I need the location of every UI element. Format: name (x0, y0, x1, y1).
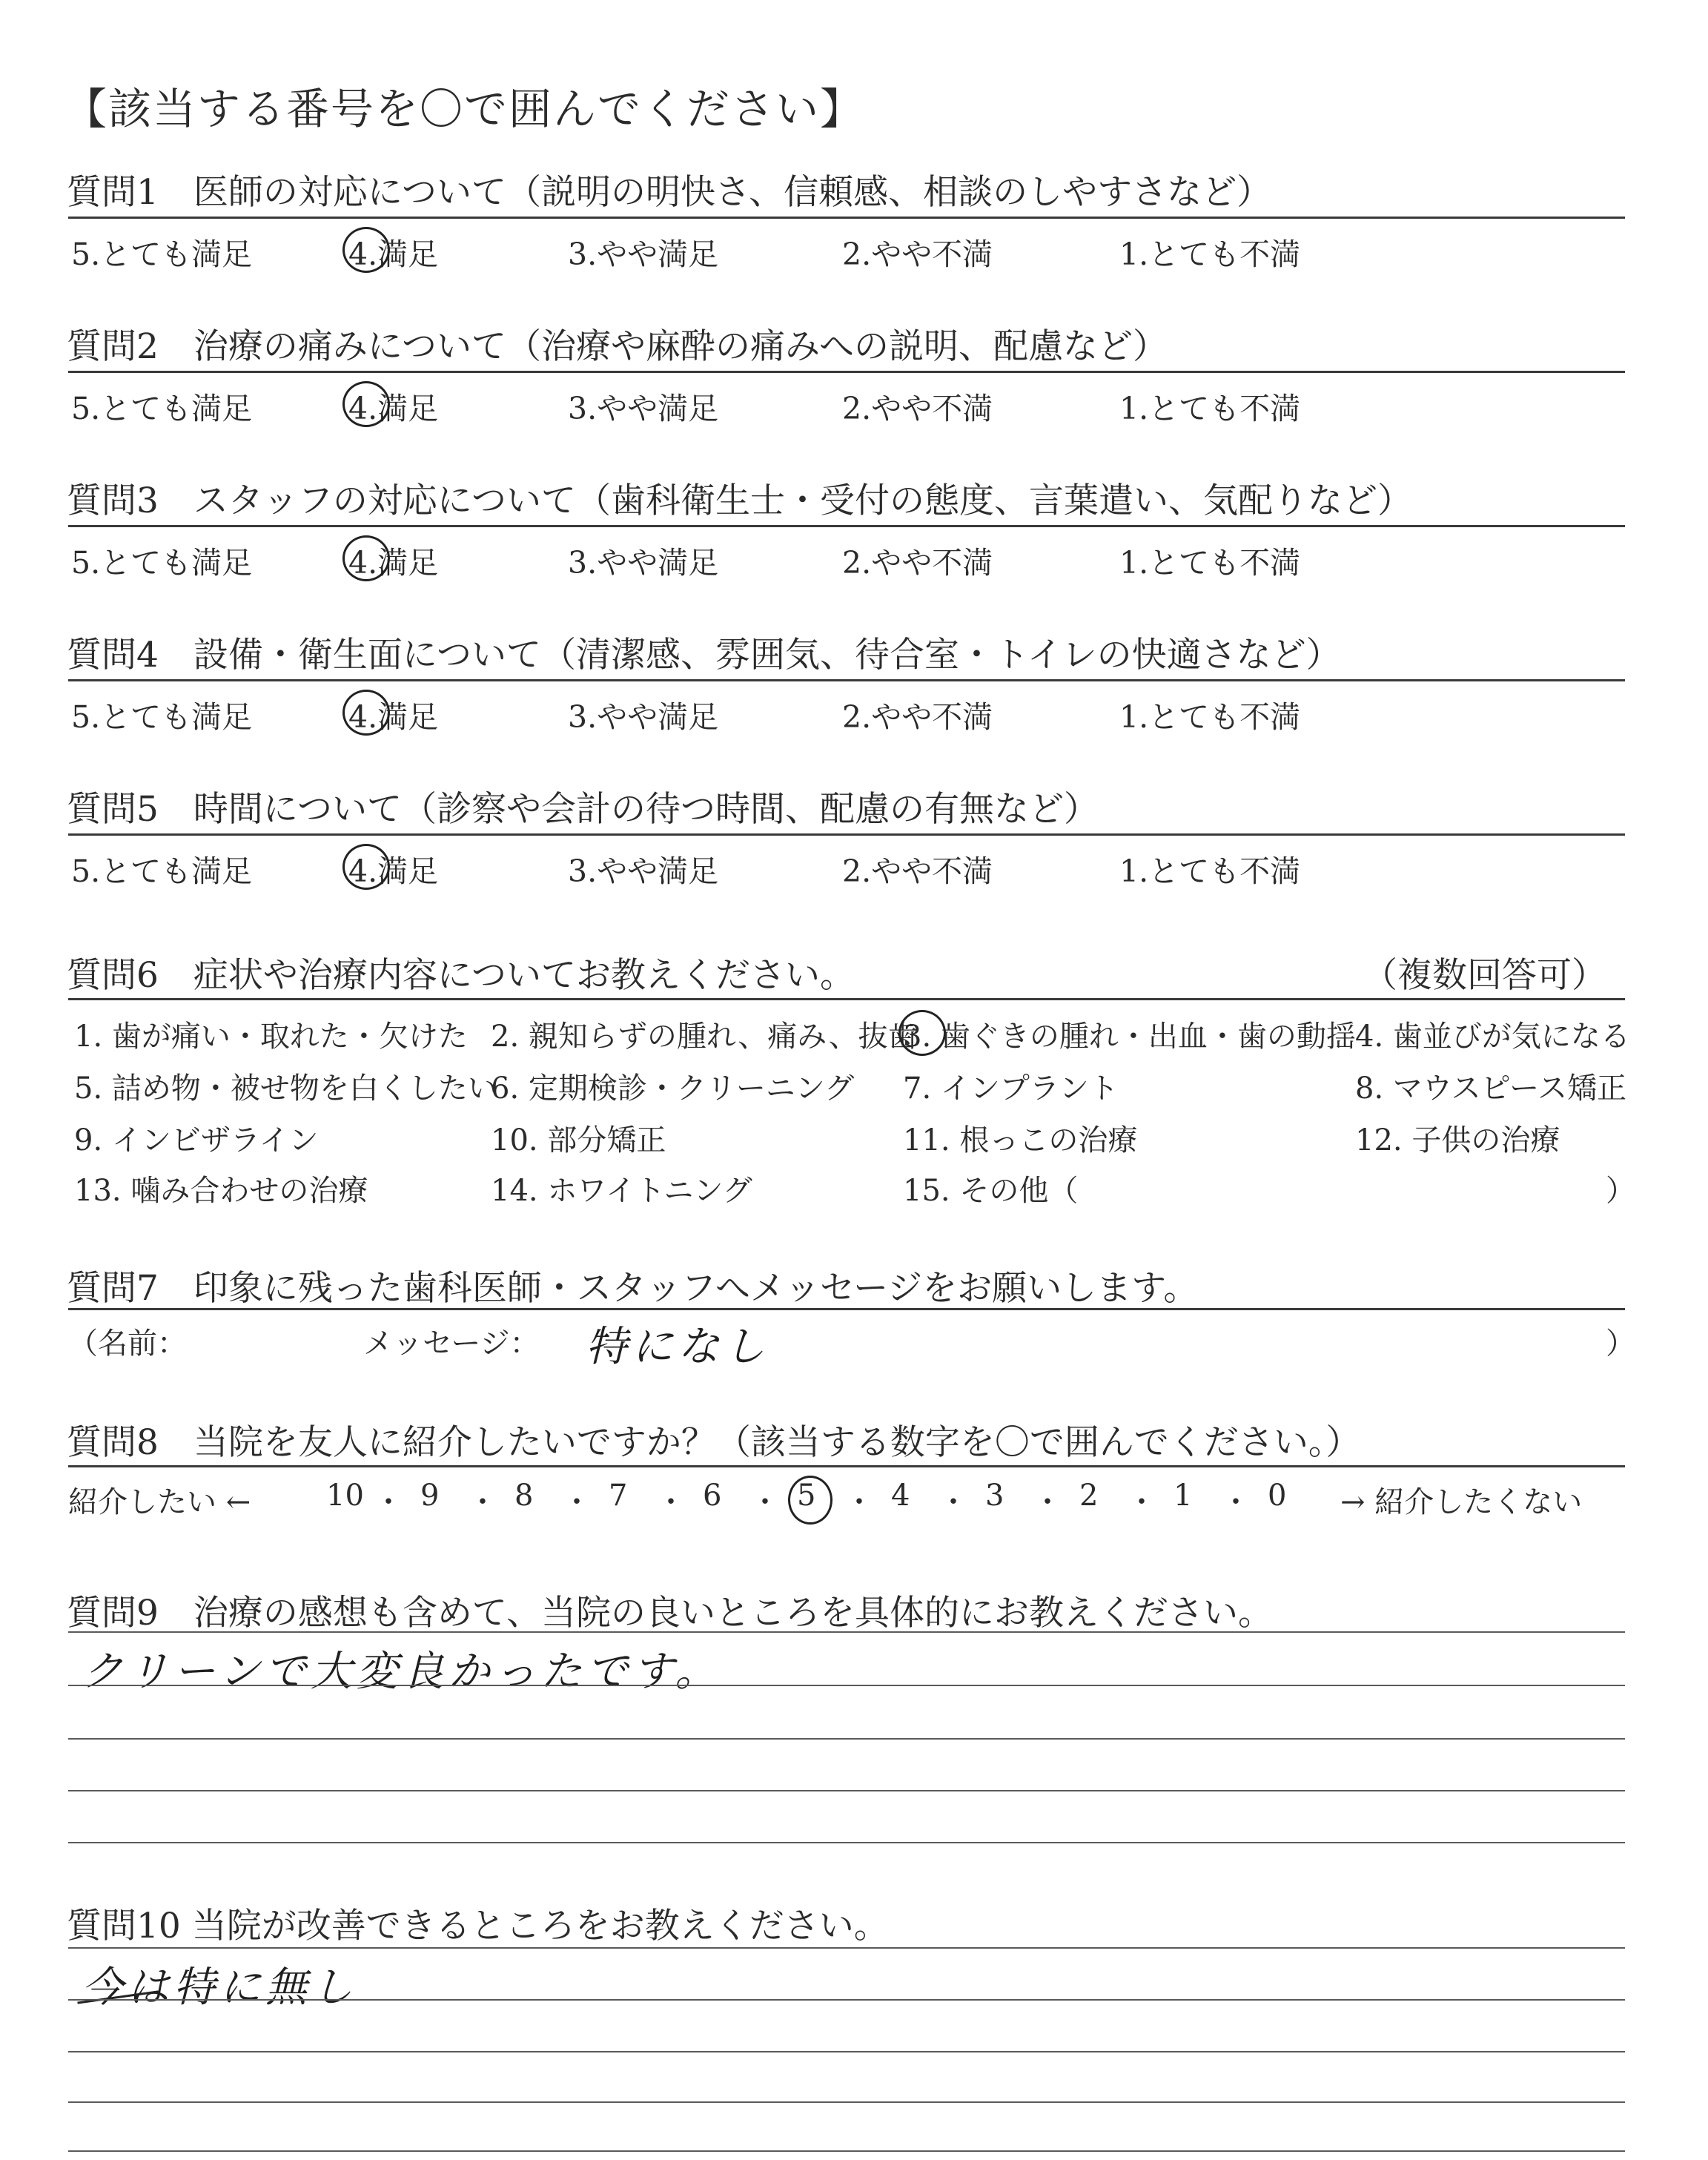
q6-option[interactable]: 11. 根っこの治療 (903, 1123, 1138, 1157)
q2-option[interactable]: 4.満足 (348, 391, 439, 426)
selection-circle (788, 1476, 833, 1525)
q4-title: 質問4 設備・衛生面について（清潔感、雰囲気、待合室・トイレの快適さなど） (67, 635, 1341, 676)
q8-separator: ・ (1127, 1485, 1156, 1519)
q1-title: 質問1 医師の対応について（説明の明快さ、信頼感、相談のしやすさなど） (67, 172, 1272, 213)
selection-circle (898, 1010, 946, 1056)
q6-option[interactable]: 8. マウスピース矯正 (1355, 1071, 1627, 1106)
page-header: 【該当する番号を〇で囲んでください】 (64, 84, 865, 134)
q9-line (68, 1738, 1625, 1740)
q8-scale-number[interactable]: 0 (1268, 1479, 1287, 1513)
q8-right-label: → 紹介したくない (1340, 1485, 1583, 1519)
q2-option[interactable]: 1.とても不満 (1119, 391, 1301, 426)
q3-option[interactable]: 3.やや満足 (568, 545, 719, 581)
q9-line (68, 1631, 1625, 1633)
q4-rule (68, 679, 1625, 681)
q8-scale-number[interactable]: 6 (703, 1479, 722, 1513)
q8-scale-number[interactable]: 10 (326, 1479, 364, 1513)
q6-option[interactable]: 14. ホワイトニング (491, 1174, 752, 1208)
selection-circle (342, 535, 390, 581)
q7-message-label: メッセージ： (363, 1327, 540, 1361)
q3-title: 質問3 スタッフの対応について（歯科衛生士・受付の態度、言葉遣い、気配りなど） (67, 480, 1412, 521)
q2-option[interactable]: 5.とても満足 (71, 391, 253, 426)
q6-option[interactable]: 9. インビザライン (74, 1123, 319, 1157)
q1-option[interactable]: 4.満足 (348, 237, 439, 272)
q8-left-label: 紹介したい ← (68, 1485, 251, 1519)
q2-option[interactable]: 2.やや不満 (842, 391, 993, 426)
q1-option[interactable]: 1.とても不満 (1119, 237, 1301, 272)
q5-option[interactable]: 5.とても満足 (71, 853, 253, 889)
q6-option[interactable]: 3. 歯ぐきの腫れ・出血・歯の動揺 (903, 1020, 1356, 1054)
q10-line (68, 1947, 1625, 1949)
selection-circle (342, 381, 390, 427)
q3-option[interactable]: 5.とても満足 (71, 545, 253, 581)
q8-scale-number[interactable]: 9 (420, 1479, 440, 1513)
q4-option[interactable]: 4.満足 (348, 699, 439, 735)
q10-line (68, 1999, 1625, 2001)
q6-option[interactable]: 6. 定期検診・クリーニング (491, 1071, 855, 1106)
q6-rule (68, 998, 1625, 1000)
q8-rule (68, 1465, 1625, 1467)
q2-rule (68, 371, 1625, 373)
q8-separator: ・ (939, 1485, 968, 1519)
q3-option[interactable]: 2.やや不満 (842, 545, 993, 581)
q6-option[interactable]: 4. 歯並びが気になる (1355, 1020, 1630, 1054)
q4-option[interactable]: 3.やや満足 (568, 699, 719, 735)
q8-separator: ・ (1033, 1485, 1062, 1519)
q8-separator: ・ (750, 1485, 780, 1519)
q4-option[interactable]: 1.とても不満 (1119, 699, 1301, 735)
q2-option[interactable]: 3.やや満足 (568, 391, 719, 426)
q6-option[interactable]: 1. 歯が痛い・取れた・欠けた (74, 1020, 468, 1054)
q7-close-paren: ） (1606, 1327, 1635, 1361)
q8-separator: ・ (562, 1485, 592, 1519)
q8-separator: ・ (468, 1485, 497, 1519)
q2-title: 質問2 治療の痛みについて（治療や麻酔の痛みへの説明、配慮など） (67, 326, 1168, 367)
q8-title: 質問8 当院を友人に紹介したいですか？（該当する数字を〇で囲んでください。） (67, 1422, 1361, 1463)
q1-option[interactable]: 2.やや不満 (842, 237, 993, 272)
q7-rule (68, 1308, 1625, 1310)
q6-note: （複数回答可） (1363, 955, 1606, 996)
q8-separator: ・ (844, 1485, 874, 1519)
selection-circle (342, 844, 390, 890)
q1-option[interactable]: 3.やや満足 (568, 237, 719, 272)
q3-option[interactable]: 1.とても不満 (1119, 545, 1301, 581)
q10-title: 質問10 当院が改善できるところをお教えください。 (67, 1906, 889, 1946)
q7-message-value: 特になし (586, 1323, 769, 1371)
q3-rule (68, 525, 1625, 527)
q5-rule (68, 833, 1625, 836)
q5-option[interactable]: 3.やや満足 (568, 853, 719, 889)
q6-option[interactable]: 15. その他（ (903, 1174, 1079, 1208)
q8-scale-number[interactable]: 5 (797, 1479, 816, 1513)
q10-answer: 今は特に無し (82, 1964, 357, 2012)
q7-name-label: （名前： (68, 1327, 187, 1361)
q9-answer: クリーンで大変良かったです。 (82, 1648, 721, 1696)
q9-line (68, 1790, 1625, 1791)
q3-option[interactable]: 4.満足 (348, 545, 439, 581)
q6-option[interactable]: 13. 噛み合わせの治療 (74, 1174, 368, 1208)
q8-scale-number[interactable]: 1 (1174, 1479, 1193, 1513)
q10-line (68, 2051, 1625, 2052)
q10-line (68, 2150, 1625, 2152)
q9-line (68, 1842, 1625, 1843)
q6-title: 質問6 症状や治療内容についてお教えください。 (67, 955, 855, 996)
q6-option[interactable]: 10. 部分矯正 (491, 1123, 666, 1157)
q8-scale-number[interactable]: 2 (1079, 1479, 1099, 1513)
q9-title: 質問9 治療の感想も含めて、当院の良いところを具体的にお教えください。 (67, 1593, 1273, 1634)
q6-close-paren: ） (1606, 1174, 1635, 1208)
q8-scale-number[interactable]: 3 (985, 1479, 1004, 1513)
q6-option[interactable]: 7. インプラント (903, 1071, 1119, 1106)
q10-line (68, 2101, 1625, 2103)
q8-separator: ・ (374, 1485, 403, 1519)
q8-scale-number[interactable]: 8 (514, 1479, 534, 1513)
q6-option[interactable]: 12. 子供の治療 (1355, 1123, 1560, 1157)
q1-rule (68, 217, 1625, 219)
q6-option[interactable]: 5. 詰め物・被せ物を白くしたい (74, 1071, 497, 1106)
q9-line (68, 1685, 1625, 1686)
selection-circle (342, 690, 390, 736)
q4-option[interactable]: 2.やや不満 (842, 699, 993, 735)
q7-title: 質問7 印象に残った歯科医師・スタッフへメッセージをお願いします。 (67, 1268, 1199, 1309)
q4-option[interactable]: 5.とても満足 (71, 699, 253, 735)
q5-option[interactable]: 2.やや不満 (842, 853, 993, 889)
q1-option[interactable]: 5.とても満足 (71, 237, 253, 272)
q6-option[interactable]: 2. 親知らずの腫れ、痛み、抜歯 (491, 1020, 918, 1054)
q5-option[interactable]: 4.満足 (348, 853, 439, 889)
q5-option[interactable]: 1.とても不満 (1119, 853, 1301, 889)
selection-circle (342, 227, 390, 273)
q8-scale-number[interactable]: 7 (609, 1479, 628, 1513)
q8-separator: ・ (656, 1485, 686, 1519)
q5-title: 質問5 時間について（診察や会計の待つ時間、配慮の有無など） (67, 789, 1099, 830)
q8-scale-number[interactable]: 4 (891, 1479, 910, 1513)
q8-separator: ・ (1221, 1485, 1251, 1519)
